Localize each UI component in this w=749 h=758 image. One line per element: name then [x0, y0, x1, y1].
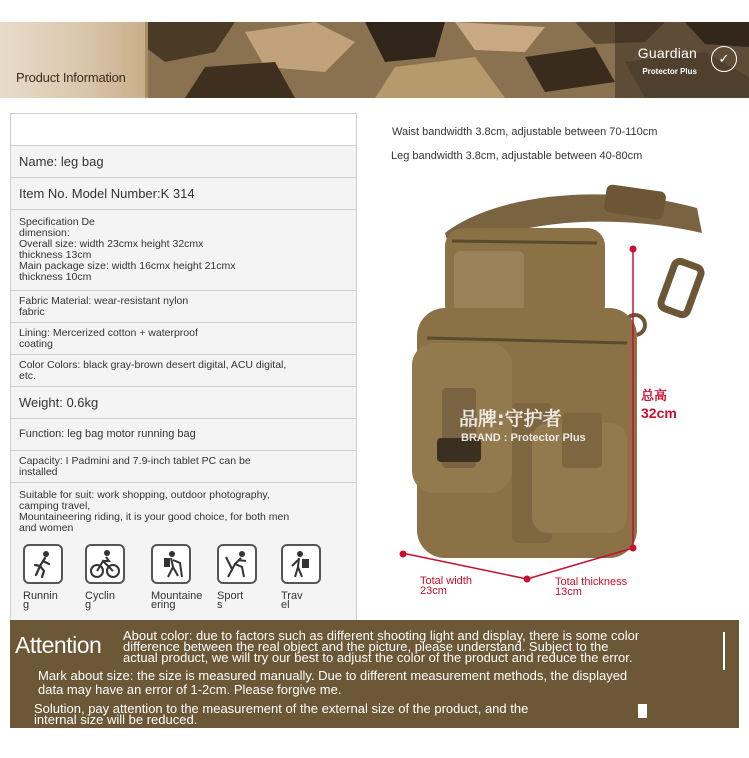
activity-label: Cyclin g [85, 590, 115, 611]
thickness-label: Total thickness 13cm [555, 576, 628, 598]
activity-running [23, 544, 79, 610]
activity-cycling [85, 544, 141, 610]
spec-row-weight: Weight: 0.6kg [11, 387, 356, 419]
spec-table [10, 113, 357, 620]
spec-row-function: Function: leg bag motor running bag [11, 419, 356, 451]
cursor-marker [638, 704, 647, 718]
running-icon [23, 544, 63, 584]
waist-band-spec: Waist bandwidth 3.8cm, adjustable between 70-110cm [392, 126, 658, 138]
activity-icons [19, 544, 349, 619]
mountaineering-icon [151, 544, 191, 584]
sports-icon [217, 544, 257, 584]
spec-row-capacity: Capacity: I Padmini and 7.9-inch tablet PC can be installed [11, 451, 356, 483]
height-label-cn: 总高 [641, 389, 668, 404]
spec-row-color: Color Colors: black gray-brown desert digital, ACU digital, etc. [11, 355, 356, 387]
tab-label: Product Information [16, 70, 126, 85]
product-information-tab [0, 22, 148, 98]
activity-travel [281, 544, 337, 610]
header-banner [0, 22, 749, 98]
velcro-patch [454, 251, 524, 311]
leg-bag-image [357, 173, 749, 613]
activity-sports [217, 544, 273, 610]
attention-panel [10, 620, 739, 728]
spec-row-lining: Lining: Mercerized cotton + waterproof coating [11, 323, 356, 355]
attention-color-note: About color: due to factors such as different shooting light and display, there is some color difference between the real object and the picture, please understand. Subject to the actual product, we will try our best to adjust the color of the product and reduce the error. [123, 628, 640, 665]
activity-label: Sport s [217, 590, 244, 611]
activity-mountaineering [151, 544, 207, 610]
spec-row-empty [11, 114, 356, 146]
height-value: 32cm [641, 405, 677, 421]
spec-row-item-no: Item No. Model Number:K 314 [11, 178, 356, 210]
spec-row-specification: Specification De dimension: Overall size: width 23cmx height 32cmx thickness 13cm Main package size: width 16cmx height 21cmx thickness 10cm [11, 210, 356, 291]
brand-name: Guardian [637, 45, 697, 61]
brand-subtitle: Protector Plus [642, 67, 697, 76]
attention-size-note: Mark about size: the size is measured manually. Due to different measurement methods, the displayed data may have an error of 1-2cm. Please forgive me. [38, 668, 628, 697]
spec-row-fabric: Fabric Material: wear-resistant nylon fabric [11, 291, 356, 323]
chevron-down-icon: ✓ [711, 46, 737, 72]
activity-label: Trav el [281, 590, 303, 611]
width-label: Total width 23cm [420, 575, 472, 597]
attention-title: Attention [15, 632, 102, 658]
belt-buckle [659, 260, 702, 317]
attention-solution-note: Solution, pay attention to the measurement of the external size of the product, and the internal size will be reduced. [34, 701, 529, 727]
brand-logo [638, 45, 697, 76]
brand-watermark-cn: 品牌:守护者 [459, 408, 562, 430]
cycling-icon [85, 544, 125, 584]
activity-label: Mountaine ering [151, 590, 203, 611]
travel-icon [281, 544, 321, 584]
leg-band-spec: Leg bandwidth 3.8cm, adjustable between 40-80cm [391, 150, 643, 162]
activity-label: Runnin g [23, 590, 58, 611]
brand-watermark-en: BRAND : Protector Plus [461, 432, 586, 444]
divider [723, 632, 725, 670]
spec-row-suitable: Suitable for suit: work shopping, outdoor photography, camping travel, Mountaineering riding, it is your good choice, for both men and women [11, 483, 356, 620]
spec-row-name: Name: leg bag [11, 146, 356, 178]
product-image-panel [357, 113, 749, 620]
